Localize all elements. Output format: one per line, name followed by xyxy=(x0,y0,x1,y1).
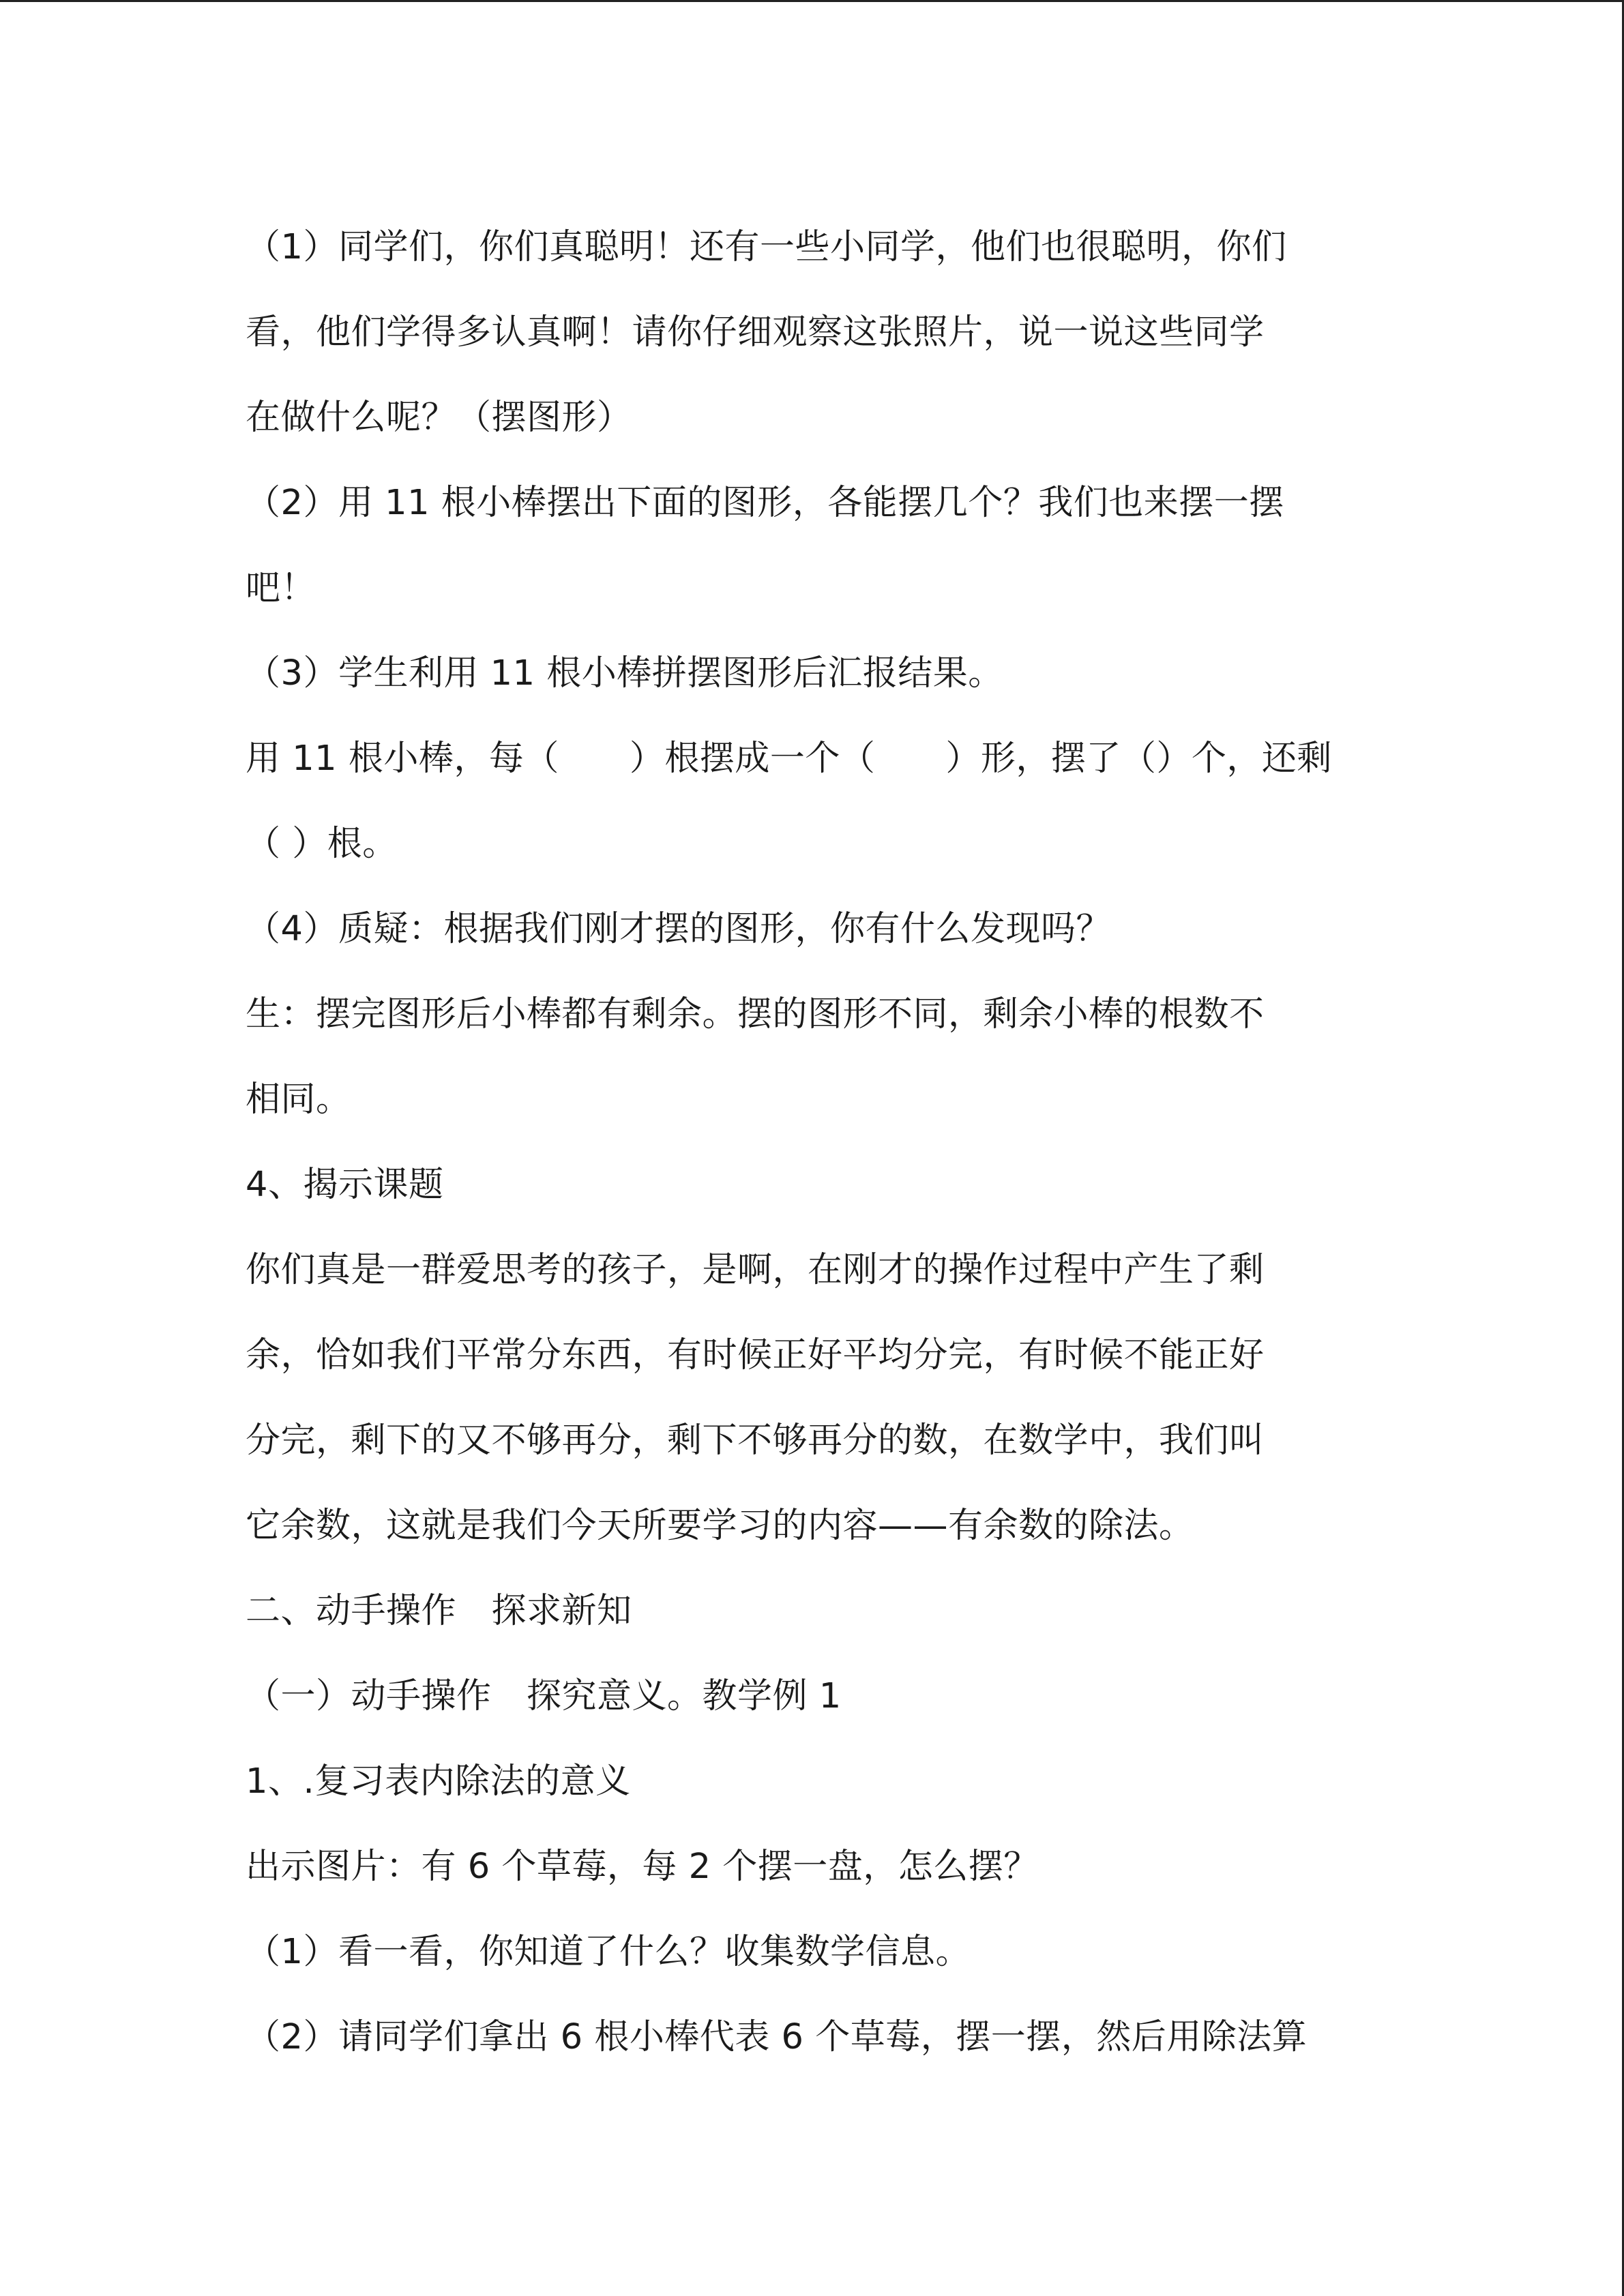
text-line: （2）请同学们拿出 6 根小棒代表 6 个草莓，摆一摆，然后用除法算 xyxy=(246,2017,1308,2057)
text-line: （2）用 11 根小棒摆出下面的图形，各能摆几个？我们也来摆一摆 xyxy=(246,483,1284,523)
text-line: 它余数，这就是我们今天所要学习的内容——有余数的除法。 xyxy=(246,1506,1194,1546)
text-line: 余，恰如我们平常分东西，有时候正好平均分完，有时候不能正好 xyxy=(246,1335,1265,1375)
text-line: 生：摆完图形后小棒都有剩余。摆的图形不同，剩余小棒的根数不 xyxy=(246,994,1265,1034)
text-line: 分完，剩下的又不够再分，剩下不够再分的数，在数学中，我们叫 xyxy=(246,1420,1265,1461)
text-line: 用 11 根小棒，每（ ）根摆成一个（ ）形，摆了（）个，还剩 xyxy=(246,739,1332,779)
subsection-heading: 1、.复习表内除法的意义 xyxy=(246,1761,631,1802)
text-line: 你们真是一群爱思考的孩子，是啊，在刚才的操作过程中产生了剩 xyxy=(246,1250,1265,1290)
text-line: 吧！ xyxy=(246,568,316,608)
text-line: （ ）根。 xyxy=(246,824,398,864)
text-line: 看，他们学得多认真啊！请你仔细观察这张照片，说一说这些同学 xyxy=(246,312,1265,353)
text-line: （1）同学们，你们真聪明！还有一些小同学，他们也很聪明，你们 xyxy=(246,227,1287,267)
text-line: （3）学生利用 11 根小棒拼摆图形后汇报结果。 xyxy=(246,653,1003,694)
section-heading: 二、动手操作 探求新知 xyxy=(246,1591,632,1631)
section-heading: 4、揭示课题 xyxy=(246,1165,444,1205)
text-line: 相同。 xyxy=(246,1079,351,1120)
text-line: 出示图片：有 6 个草莓，每 2 个摆一盘，怎么摆？ xyxy=(246,1847,1039,1887)
subsection-heading: （一）动手操作 探究意义。教学例 1 xyxy=(246,1676,842,1716)
text-line: 在做什么呢？（摆图形） xyxy=(246,398,632,438)
page-border-top xyxy=(0,0,1624,2)
document-body xyxy=(246,205,1378,2080)
text-line: （1）看一看，你知道了什么？收集数学信息。 xyxy=(246,1932,971,1972)
text-line: （4）质疑：根据我们刚才摆的图形，你有什么发现吗？ xyxy=(246,909,1111,949)
